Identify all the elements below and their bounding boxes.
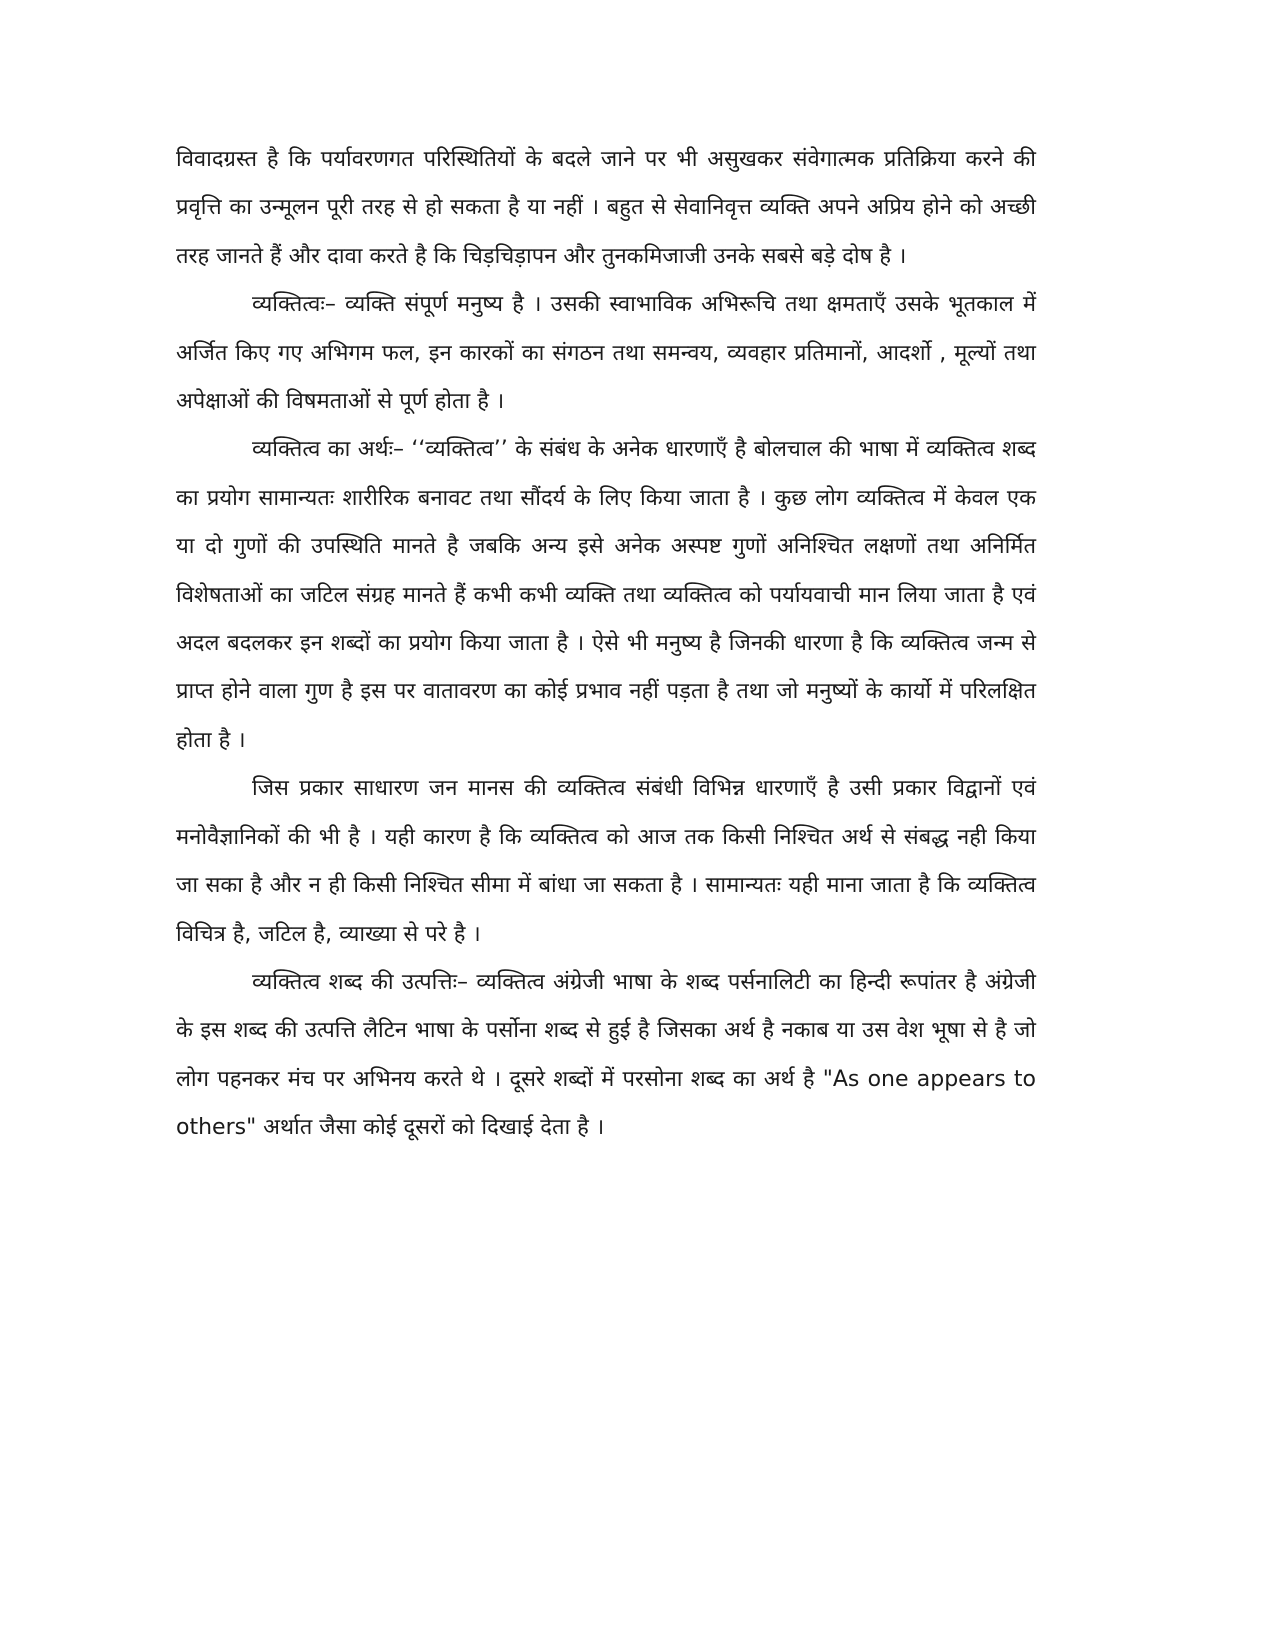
paragraph-1: विवादग्रस्त है कि पर्यावरणगत परिस्थितियों के बदले जाने पर भी असुखकर संवेगात्मक प्रतिक्रिया करने की प्रवृत्ति का उन्मूलन पूरी तरह से हो सकता है या नहीं । बहुत से सेवानिवृत्त व्यक्ति अपने अप्रिय होने को अच्छी तरह जानते हैं और दावा करते है कि चिड़चिड़ापन और तुनकमिजाजी उनके सबसे बड़े दोष है । bbox=[176, 147, 1036, 269]
paragraph-personality: व्यक्तित्वः– व्यक्ति संपूर्ण मनुष्य है । उसकी स्वाभाविक अभिरूचि तथा क्षमताएँ उसके भूतकाल में अर्जित किए गए अभिगम फल, इन कारकों का संगठन तथा समन्वय, व्यवहार प्रतिमानों, आदर्शो , मूल्यों तथा अपेक्षाओं की विषमताओं से पूर्ण होता है । bbox=[176, 292, 1036, 415]
document-page bbox=[176, 136, 1036, 1153]
paragraph-scholars-views: जिस प्रकार साधारण जन मानस की व्यक्तित्व संबंधी विभिन्न धारणाएँ है उसी प्रकार विद्वानों एवं मनोवैज्ञानिकों की भी है । यही कारण है कि व्यक्तित्व को आज तक किसी निश्चित अर्थ से संबद्ध नही किया जा सका है और न ही किसी निश्चित सीमा में बांधा जा सकता है । सामान्यतः यही माना जाता है कि व्यक्तित्व विचित्र है, जटिल है, व्याख्या से परे है । bbox=[176, 776, 1036, 947]
paragraph-origin-of-word: व्यक्तित्व शब्द की उत्पत्तिः– व्यक्तित्व अंग्रेजी भाषा के शब्द पर्सनालिटी का हिन्दी रूपांतर है अंग्रेजी के इस शब्द की उत्पत्ति लैटिन भाषा के पर्सोना शब्द से हुई है जिसका अर्थ है नकाब या उस वेश भूषा से है जो लोग पहनकर मंच पर अभिनय करते थे । दूसरे शब्दों में परसोना शब्द का अर्थ है "As one appears to others" अर्थात जैसा कोई दूसरों को दिखाई देता है । bbox=[176, 969, 1036, 1141]
paragraph-meaning-of-personality: व्यक्तित्व का अर्थः– ‘‘व्यक्तित्व’’ के संबंध के अनेक धारणाएँ है बोलचाल की भाषा में व्यक्तित्व शब्द का प्रयोग सामान्यतः शारीरिक बनावट तथा सौंदर्य के लिए किया जाता है । कुछ लोग व्यक्तित्व में केवल एक या दो गुणों की उपस्थिति मानते है जबकि अन्य इसे अनेक अस्पष्ट गुणों अनिश्चित लक्षणों तथा अनिर्मित विशेषताओं का जटिल संग्रह मानते हैं कभी कभी व्यक्ति तथा व्यक्तित्व को पर्यायवाची मान लिया जाता है एवं अदल बदलकर इन शब्दों का प्रयोग किया जाता है । ऐसे भी मनुष्य है जिनकी धारणा है कि व्यक्तित्व जन्म से प्राप्त होने वाला गुण है इस पर वातावरण का कोई प्रभाव नहीं पड़ता है तथा जो मनुष्यों के कार्यो में परिलक्षित होता है । bbox=[176, 437, 1036, 753]
